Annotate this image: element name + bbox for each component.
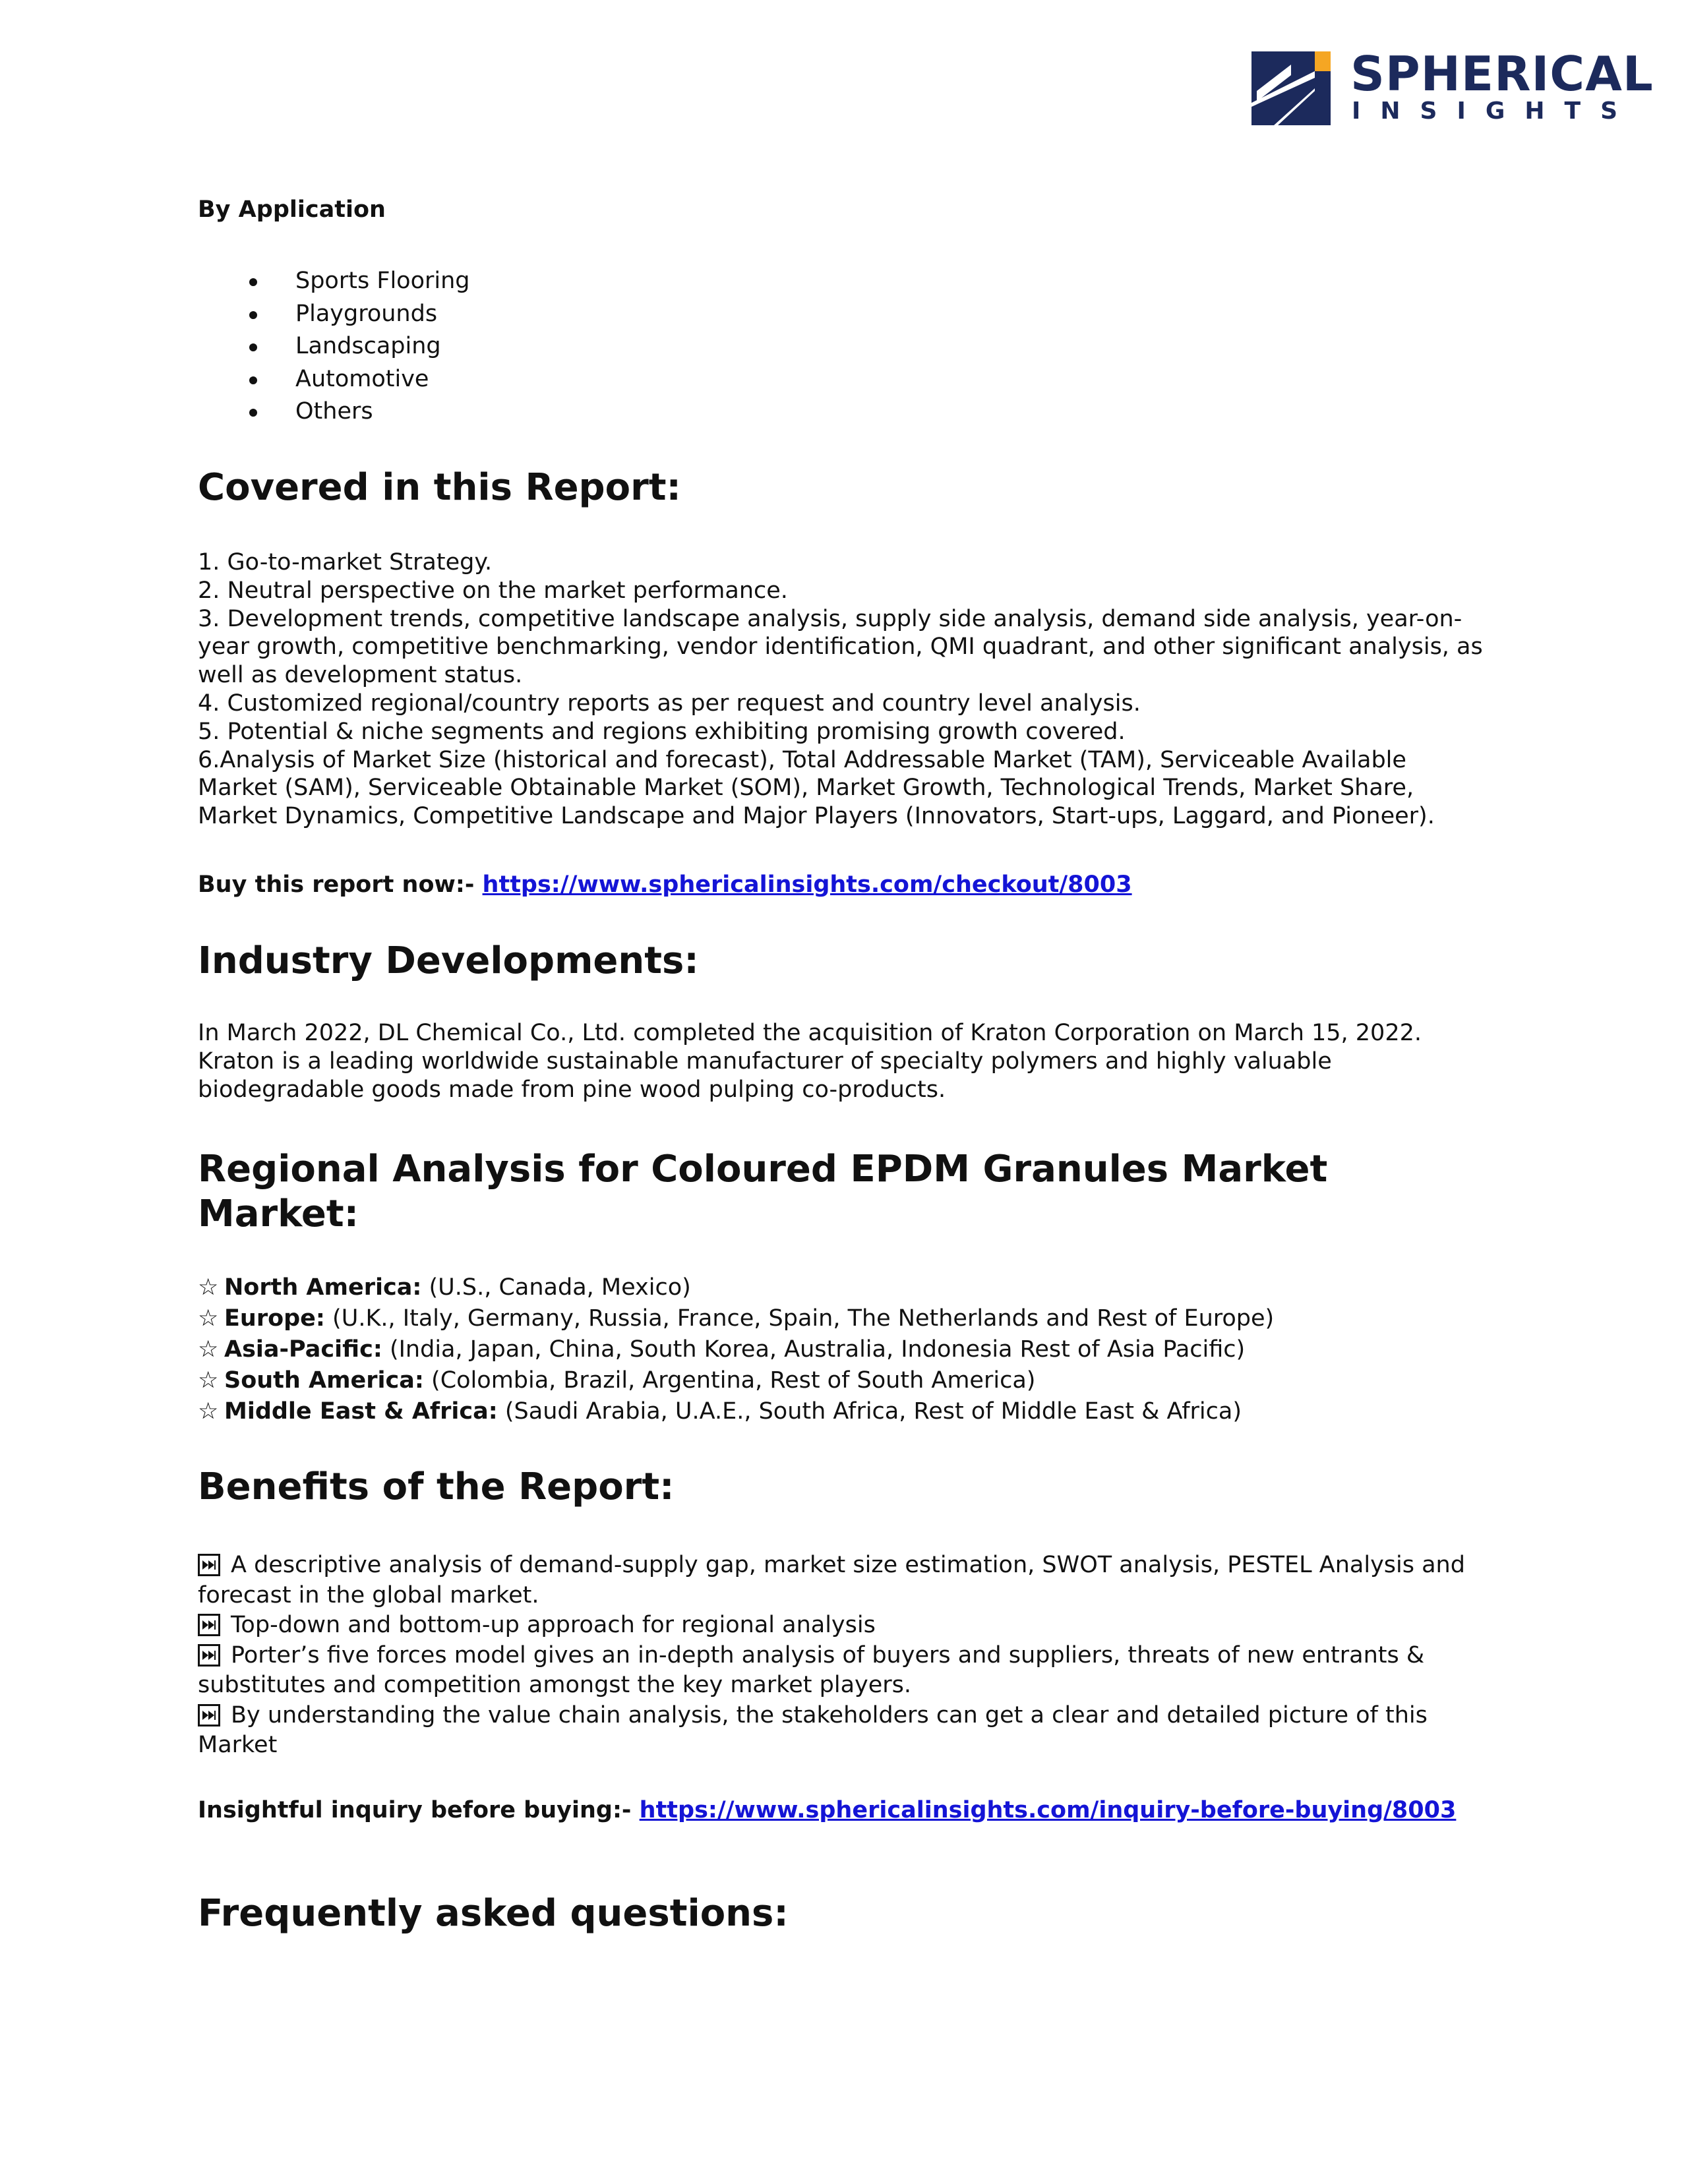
- benefit-text: By understanding the value chain analysis, the stakeholders can get a clear and detailed picture of this Market: [198, 1701, 1428, 1758]
- region-name: Middle East & Africa:: [224, 1398, 498, 1425]
- list-item: Sports Flooring: [198, 265, 470, 298]
- region-name: South America:: [224, 1367, 424, 1394]
- list-item: 2. Neutral perspective on the market performance.: [198, 577, 788, 604]
- region-countries: (Saudi Arabia, U.A.E., South Africa, Rest of Middle East & Africa): [497, 1398, 1242, 1425]
- star-icon: ☆: [198, 1398, 219, 1425]
- buy-report-link[interactable]: https://www.sphericalinsights.com/checkout/8003: [482, 871, 1132, 898]
- list-item: Playgrounds: [198, 298, 470, 331]
- list-item: [198, 1365, 1490, 1396]
- covered-list: [198, 548, 1490, 831]
- benefit-text: A descriptive analysis of demand-supply gap, market size estimation, SWOT analysis, PESTEL Analysis and forecast in the global market.: [198, 1552, 1465, 1608]
- benefits-list: [198, 1550, 1490, 1761]
- list-item: Landscaping: [198, 330, 470, 363]
- list-item: [198, 1396, 1490, 1427]
- faq-heading: Frequently asked questions:: [198, 1892, 789, 1935]
- inquiry-line: [198, 1796, 1490, 1825]
- list-item: [198, 1550, 1490, 1610]
- list-item: Automotive: [198, 363, 470, 396]
- regions-list: [198, 1272, 1490, 1427]
- list-item: 6.Analysis of Market Size (historical and forecast), Total Addressable Market (TAM), Serviceable Available Market (SAM), Serviceable Obtainable Market (SOM), Market Growth, Technological Trends, Market Share, Market Dynamics, Competitive Landscape and Major Players (Innovators, Start-ups, Laggard, and Pioneer).: [198, 746, 1435, 830]
- region-countries: (U.S., Canada, Mexico): [421, 1274, 691, 1301]
- region-name: Asia-Pacific:: [224, 1336, 382, 1363]
- logo-text-spherical: SPHERICAL: [1350, 46, 1654, 102]
- star-icon: ☆: [198, 1305, 219, 1332]
- list-item: 5. Potential & niche segments and regions exhibiting promising growth covered.: [198, 718, 1126, 745]
- star-icon: ☆: [198, 1274, 219, 1301]
- fast-forward-icon: [198, 1644, 220, 1667]
- region-countries: (U.K., Italy, Germany, Russia, France, Spain, The Netherlands and Rest of Europe): [324, 1305, 1275, 1332]
- list-item: 3. Development trends, competitive landscape analysis, supply side analysis, demand side analysis, year-on-year growth, competitive benchmarking, vendor identification, QMI quadrant, and other significant analysis, as well as development status.: [198, 605, 1483, 689]
- list-item: Others: [198, 396, 470, 428]
- fast-forward-icon: [198, 1554, 220, 1576]
- list-item: [198, 1303, 1490, 1334]
- list-item: [198, 1334, 1490, 1365]
- region-countries: (Colombia, Brazil, Argentina, Rest of South America): [423, 1367, 1036, 1394]
- region-name: North America:: [224, 1274, 422, 1301]
- buy-report-line: [198, 870, 1132, 899]
- list-item: [198, 1610, 1490, 1641]
- regional-heading: Regional Analysis for Coloured EPDM Granules Market Market:: [198, 1148, 1328, 1235]
- benefit-text: Porter’s five forces model gives an in-depth analysis of buyers and suppliers, threats of new entrants & substitutes and competition amongst the key market players.: [198, 1641, 1425, 1698]
- inquiry-label: Insightful inquiry before buying:-: [198, 1797, 640, 1823]
- application-list: [198, 265, 470, 428]
- list-item: [198, 1701, 1490, 1761]
- industry-text: In March 2022, DL Chemical Co., Ltd. completed the acquisition of Kraton Corporation on March 15, 2022. Kraton is a leading worldwide sustainable manufacturer of specialty polymers and highly valuable biodegradable goods made from pine wood pulping co-products.: [198, 1020, 1422, 1103]
- covered-heading: Covered in this Report:: [198, 466, 681, 509]
- inquiry-link[interactable]: https://www.sphericalinsights.com/inquiry-before-buying/8003: [639, 1797, 1457, 1823]
- fast-forward-icon: [198, 1614, 220, 1636]
- by-application-label: By Application: [198, 196, 386, 223]
- buy-report-label: Buy this report now:-: [198, 871, 483, 898]
- region-name: Europe:: [224, 1305, 325, 1332]
- fast-forward-icon: [198, 1704, 220, 1727]
- region-countries: (India, Japan, China, South Korea, Australia, Indonesia Rest of Asia Pacific): [382, 1336, 1246, 1363]
- star-icon: ☆: [198, 1367, 219, 1394]
- list-item: [198, 1272, 1490, 1303]
- list-item: 1. Go-to-market Strategy.: [198, 549, 493, 576]
- industry-heading: Industry Developments:: [198, 939, 699, 982]
- logo-text-insights: INSIGHTS: [1352, 98, 1638, 125]
- benefits-heading: Benefits of the Report:: [198, 1465, 675, 1508]
- list-item: [198, 1641, 1490, 1701]
- benefit-text: Top-down and bottom-up approach for regional analysis: [231, 1612, 876, 1638]
- spherical-insights-logo: [1251, 46, 1654, 128]
- star-icon: ☆: [198, 1336, 219, 1363]
- list-item: 4. Customized regional/country reports as per request and country level analysis.: [198, 690, 1141, 717]
- spherical-insights-logo-mark-icon: [1251, 51, 1331, 125]
